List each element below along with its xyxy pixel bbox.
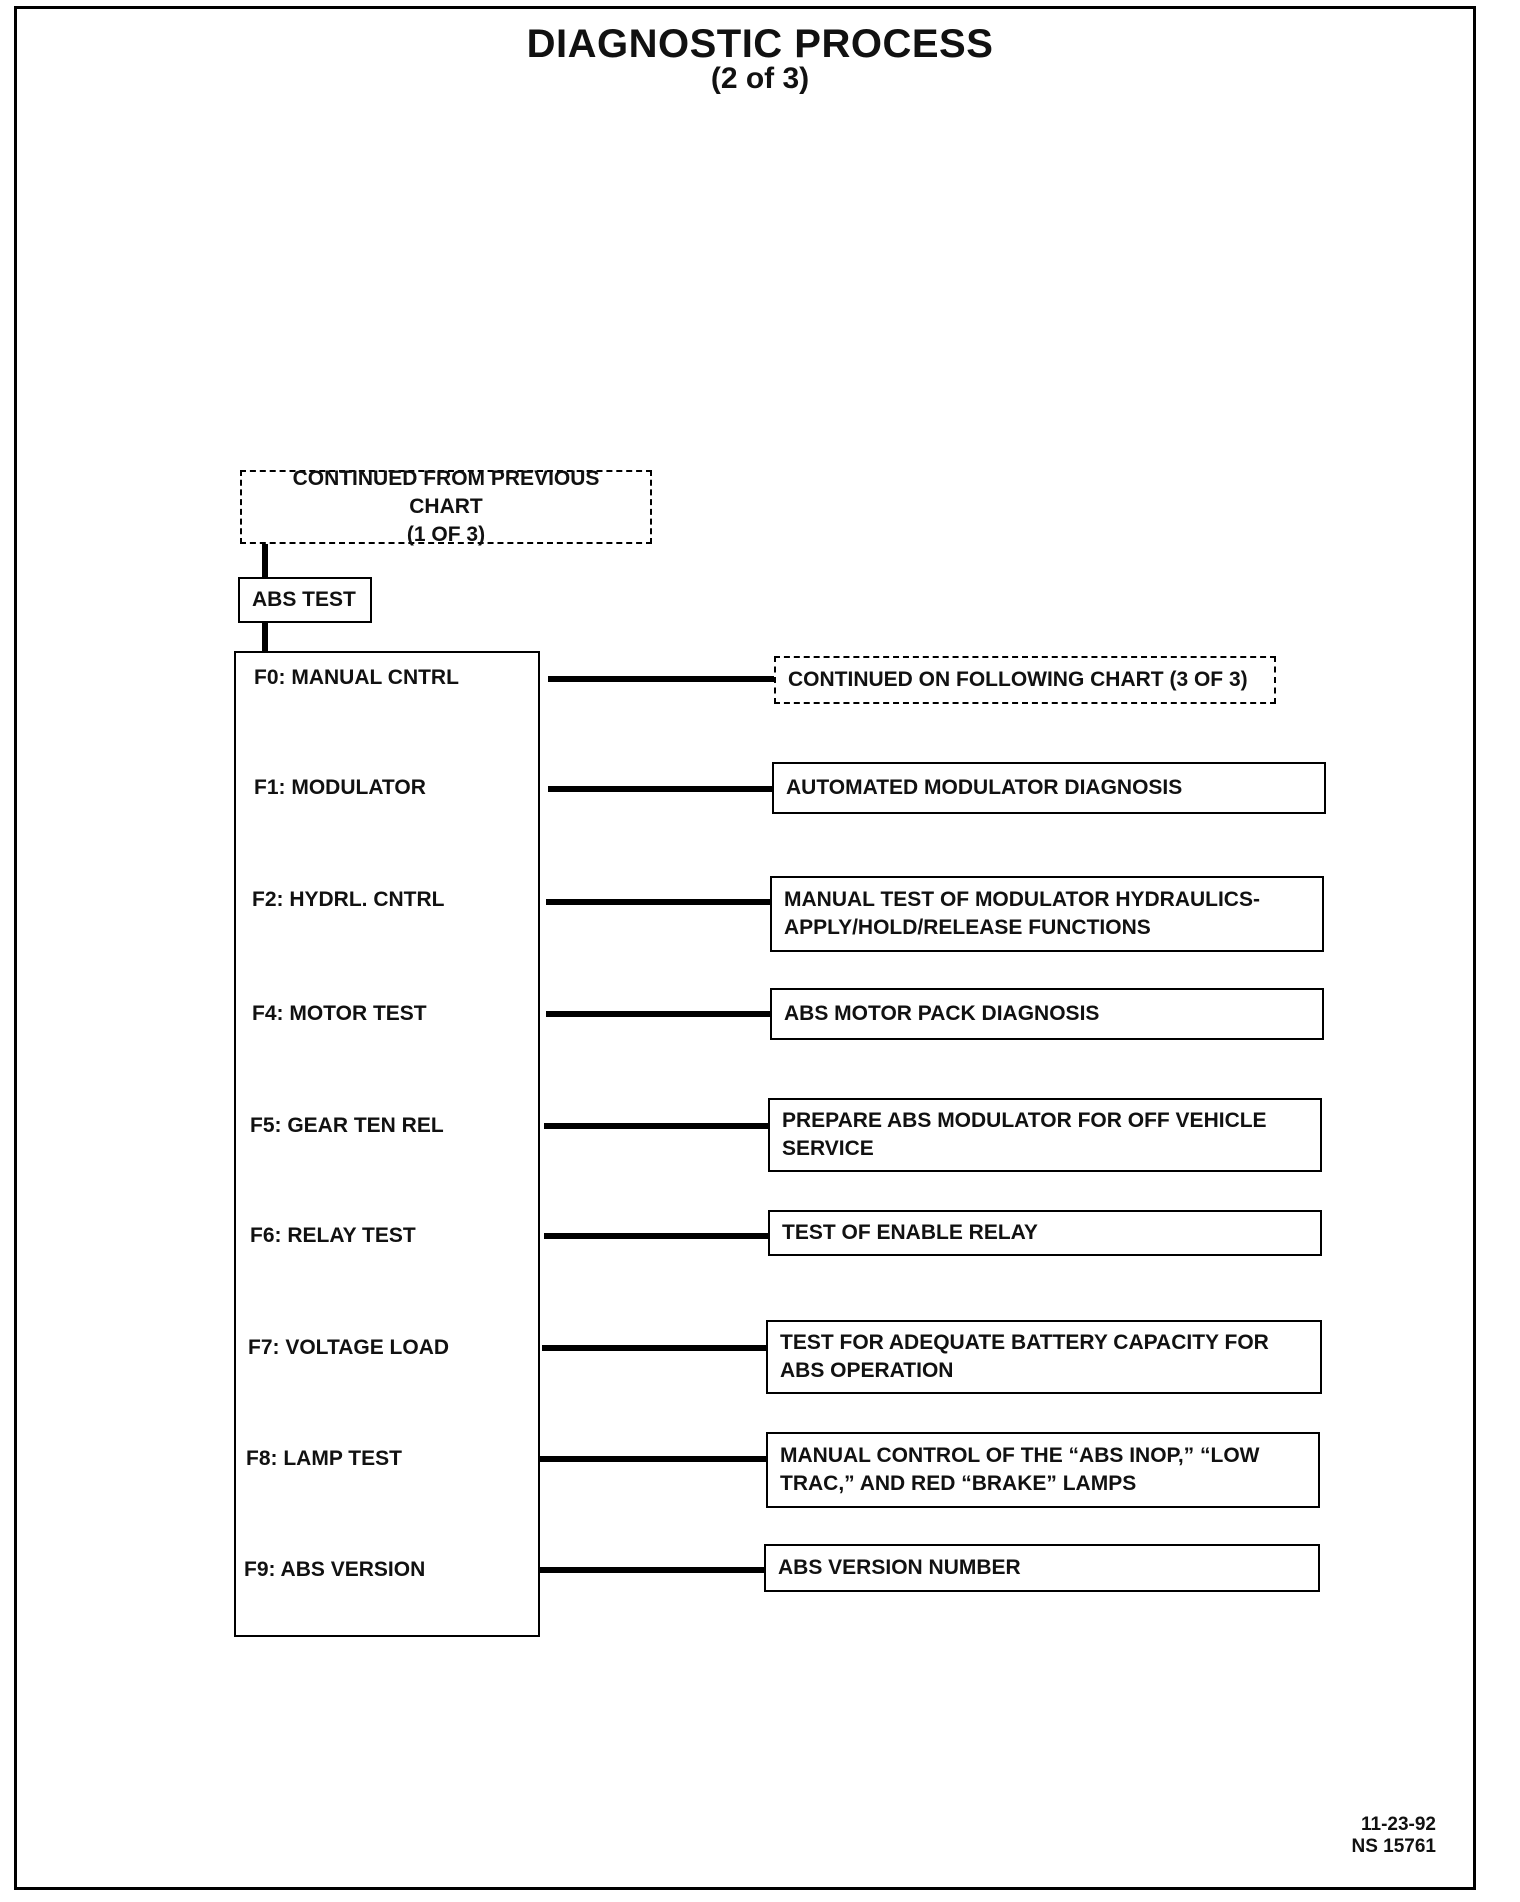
footer-date: 11-23-92 (1360, 1814, 1436, 1835)
page-title: DIAGNOSTIC PROCESS (526, 22, 994, 66)
connector-line (542, 1345, 766, 1351)
continued-from-line2: (1 OF 3) (406, 523, 486, 546)
page-subtitle: (2 of 3) (710, 62, 810, 95)
function-label-f4: F4: MOTOR TEST (252, 1002, 427, 1025)
function-label-f6: F6: RELAY TEST (250, 1224, 416, 1247)
connector-line (548, 786, 772, 792)
connector-line (544, 1233, 768, 1239)
function-label-f8: F8: LAMP TEST (246, 1447, 402, 1470)
result-box-f6: TEST OF ENABLE RELAY (768, 1210, 1322, 1256)
function-label-f9: F9: ABS VERSION (244, 1558, 426, 1581)
connector-line (540, 1456, 766, 1462)
result-box-f1: AUTOMATED MODULATOR DIAGNOSIS (772, 762, 1326, 814)
continued-from-line1: CONTINUED FROM PREVIOUS CHART (292, 467, 600, 518)
connector-line (546, 1011, 770, 1017)
continued-from-box (240, 467, 652, 546)
result-box-f0: CONTINUED ON FOLLOWING CHART (3 OF 3) (774, 656, 1276, 704)
abs-test-box: ABS TEST (238, 577, 372, 623)
result-box-f2: MANUAL TEST OF MODULATOR HYDRAULICS-APPLY/HOLD/RELEASE FUNCTIONS (770, 876, 1324, 952)
function-label-f5: F5: GEAR TEN REL (250, 1114, 444, 1137)
connector-line (546, 899, 770, 905)
result-box-f9: ABS VERSION NUMBER (764, 1544, 1320, 1592)
function-label-f2: F2: HYDRL. CNTRL (252, 888, 445, 911)
result-box-f5: PREPARE ABS MODULATOR FOR OFF VEHICLE SERVICE (768, 1098, 1322, 1172)
function-label-f0: F0: MANUAL CNTRL (254, 666, 459, 689)
connector-line (544, 1123, 768, 1129)
footer-code: NS 15761 (1351, 1836, 1436, 1857)
footer-ref (1351, 1814, 1436, 1858)
function-label-f1: F1: MODULATOR (254, 776, 426, 799)
connector-line (262, 544, 268, 577)
result-box-f4: ABS MOTOR PACK DIAGNOSIS (770, 988, 1324, 1040)
function-label-f7: F7: VOLTAGE LOAD (248, 1336, 450, 1359)
connector-line (262, 623, 268, 651)
connector-line (540, 1567, 764, 1573)
result-box-f7: TEST FOR ADEQUATE BATTERY CAPACITY FOR ABS OPERATION (766, 1320, 1322, 1394)
connector-line (548, 676, 774, 682)
result-box-f8: MANUAL CONTROL OF THE “ABS INOP,” “LOW TRAC,” AND RED “BRAKE” LAMPS (766, 1432, 1320, 1508)
